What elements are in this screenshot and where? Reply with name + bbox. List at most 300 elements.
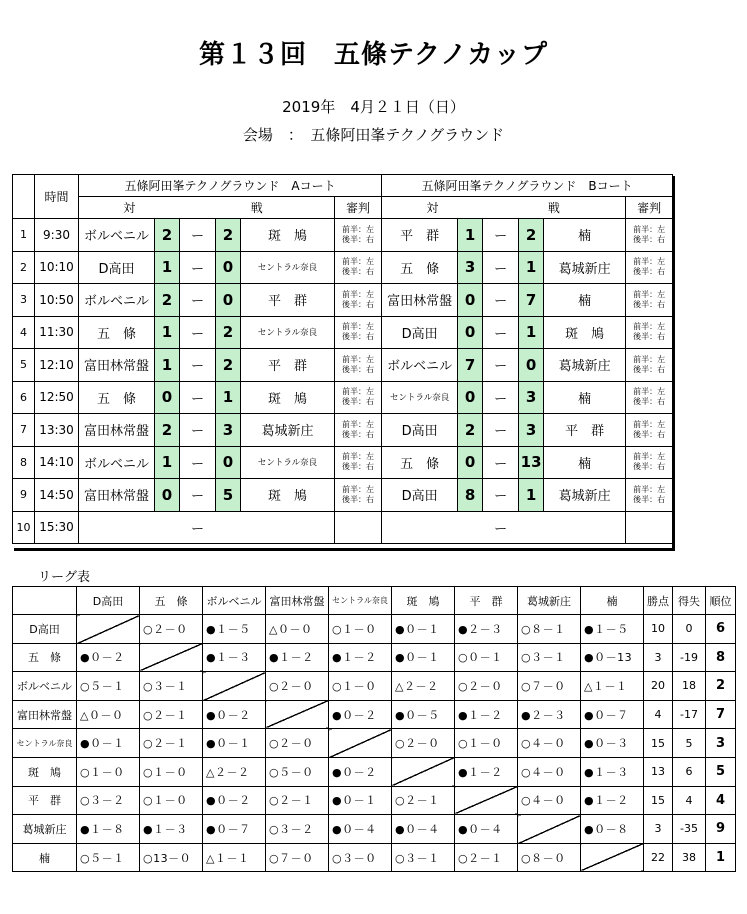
schedule-row xyxy=(13,446,673,479)
league-rank: 7 xyxy=(706,700,736,729)
score-dash: ー xyxy=(180,251,216,284)
schedule-shadow-bottom xyxy=(14,548,675,551)
referee-first-half: 前半：左 xyxy=(633,387,666,397)
home-team: D高田 xyxy=(79,251,155,284)
schedule-row xyxy=(13,414,673,447)
referee-second-half: 後半：右 xyxy=(633,494,666,504)
league-result-cell: ○２－１ xyxy=(140,700,203,729)
league-result-cell: ○３－１ xyxy=(392,843,455,872)
schedule-row xyxy=(13,284,673,317)
schedule-row xyxy=(13,316,673,349)
home-score: 0 xyxy=(458,446,483,479)
home-team: 平 群 xyxy=(382,219,458,252)
league-result-cell: ●１－５ xyxy=(581,615,644,644)
away-team: 楠 xyxy=(544,219,626,252)
schedule-row xyxy=(13,381,673,414)
referee-second-half: 後半：右 xyxy=(342,397,375,407)
league-stat-header: 順位 xyxy=(706,587,736,615)
home-team: 富田林常盤 xyxy=(382,284,458,317)
referee-cell xyxy=(335,381,382,414)
time-header: 時間 xyxy=(35,175,79,219)
home-score: 0 xyxy=(458,284,483,317)
league-result-cell: ●１－２ xyxy=(455,700,518,729)
score-dash: ー xyxy=(180,349,216,382)
home-team xyxy=(382,511,458,544)
referee-second-half: 後半：右 xyxy=(342,429,375,439)
home-team xyxy=(79,511,155,544)
score-dash: ー xyxy=(483,316,519,349)
league-goal-diff: 38 xyxy=(673,843,706,872)
match-time: 12:10 xyxy=(35,349,79,382)
league-result-cell: ●１－２ xyxy=(329,643,392,672)
league-row-team: セントラル奈良 xyxy=(13,729,77,758)
league-row-team: 葛城新庄 xyxy=(13,815,77,844)
away-team: 斑 鳩 xyxy=(241,219,335,252)
league-result-cell: ●０－１ xyxy=(77,729,140,758)
referee-first-half: 前半：左 xyxy=(633,289,666,299)
referee-second-half: 後半：右 xyxy=(633,462,666,472)
referee-second-half: 後半：右 xyxy=(342,267,375,277)
home-score: 2 xyxy=(458,414,483,447)
event-date: 2019年 4月２１日（日） xyxy=(282,98,465,116)
away-team xyxy=(544,511,626,544)
league-result-cell: ○８－１ xyxy=(518,615,581,644)
away-team: 葛城新庄 xyxy=(544,251,626,284)
referee-cell xyxy=(626,284,673,317)
home-score: 1 xyxy=(155,316,180,349)
league-row-team: 平 群 xyxy=(13,786,77,815)
match-time: 10:10 xyxy=(35,251,79,284)
score-dash: ー xyxy=(180,446,216,479)
league-row xyxy=(13,815,736,844)
league-result-cell: ●０－13 xyxy=(581,643,644,672)
match-number: 1 xyxy=(13,219,35,252)
referee-cell xyxy=(626,349,673,382)
home-score: 0 xyxy=(155,479,180,512)
referee-first-half: 前半：左 xyxy=(633,484,666,494)
referee-first-half: 前半：左 xyxy=(633,452,666,462)
league-result-cell: △２－２ xyxy=(203,757,266,786)
home-score: 1 xyxy=(155,349,180,382)
league-points: 13 xyxy=(644,757,673,786)
score-dash: ー xyxy=(483,251,519,284)
away-score: 1 xyxy=(519,251,544,284)
referee-cell xyxy=(335,219,382,252)
league-result-cell: ●０－２ xyxy=(329,757,392,786)
league-diagonal-cell xyxy=(329,729,392,758)
referee-cell xyxy=(626,381,673,414)
league-row xyxy=(13,615,736,644)
league-diagonal-cell xyxy=(140,643,203,672)
league-table xyxy=(12,586,736,872)
away-team: 葛城新庄 xyxy=(544,349,626,382)
league-goal-diff: 6 xyxy=(673,757,706,786)
away-score: 1 xyxy=(519,479,544,512)
referee-cell xyxy=(335,349,382,382)
league-corner-cell xyxy=(13,587,77,615)
away-team: 楠 xyxy=(544,284,626,317)
away-team: 楠 xyxy=(544,381,626,414)
league-result-cell: ○３－１ xyxy=(140,672,203,701)
schedule-row xyxy=(13,479,673,512)
score-dash: ー xyxy=(180,414,216,447)
away-team: 斑 鳩 xyxy=(544,316,626,349)
referee-cell xyxy=(626,446,673,479)
league-points: 15 xyxy=(644,786,673,815)
league-result-cell: ○２－１ xyxy=(392,786,455,815)
schedule-row xyxy=(13,251,673,284)
league-col-team: ボルベニル xyxy=(203,587,266,615)
league-diagonal-cell xyxy=(203,672,266,701)
away-score: 2 xyxy=(216,349,241,382)
home-team: 五 條 xyxy=(382,251,458,284)
league-result-cell: ●２－３ xyxy=(455,615,518,644)
referee-second-half: 後半：右 xyxy=(633,429,666,439)
referee-second-half: 後半：右 xyxy=(342,299,375,309)
league-result-cell: ●０－４ xyxy=(329,815,392,844)
court-a-header: 五條阿田峯テクノグラウンド Aコート xyxy=(79,175,382,197)
referee-first-half: 前半：左 xyxy=(342,387,375,397)
home-score: 0 xyxy=(458,316,483,349)
league-result-cell: ●１－２ xyxy=(455,757,518,786)
match-number: 2 xyxy=(13,251,35,284)
away-team: 平 群 xyxy=(241,349,335,382)
league-result-cell: ○４－０ xyxy=(518,786,581,815)
league-goal-diff: 5 xyxy=(673,729,706,758)
referee-first-half: 前半：左 xyxy=(633,257,666,267)
away-team xyxy=(241,511,335,544)
league-result-cell: △１－１ xyxy=(203,843,266,872)
league-result-cell: ○２－０ xyxy=(455,672,518,701)
referee-cell xyxy=(626,251,673,284)
referee-second-half: 後半：右 xyxy=(342,332,375,342)
league-rank: 8 xyxy=(706,643,736,672)
league-result-cell: ●０－２ xyxy=(203,786,266,815)
court-a-referee-header: 審判 xyxy=(335,197,382,219)
court-b-sen-header: 戦 xyxy=(483,197,626,219)
league-result-cell: ○２－０ xyxy=(392,729,455,758)
match-time: 10:50 xyxy=(35,284,79,317)
referee-first-half: 前半：左 xyxy=(633,419,666,429)
away-score: 13 xyxy=(519,446,544,479)
away-score xyxy=(216,511,241,544)
league-result-cell: ○２－０ xyxy=(140,615,203,644)
home-score: 1 xyxy=(458,219,483,252)
away-score: 0 xyxy=(519,349,544,382)
league-header-row xyxy=(13,587,736,615)
league-result-cell: ○５－１ xyxy=(77,672,140,701)
match-number: 7 xyxy=(13,414,35,447)
league-result-cell: ○７－０ xyxy=(266,843,329,872)
score-dash: ー xyxy=(483,446,519,479)
league-result-cell: ●１－５ xyxy=(203,615,266,644)
away-score: 2 xyxy=(519,219,544,252)
league-result-cell: △０－０ xyxy=(77,700,140,729)
league-result-cell: ○１－０ xyxy=(140,786,203,815)
league-points: 3 xyxy=(644,815,673,844)
away-score: 3 xyxy=(519,414,544,447)
home-team: ボルベニル xyxy=(79,284,155,317)
match-time: 9:30 xyxy=(35,219,79,252)
score-dash: ー xyxy=(180,284,216,317)
league-result-cell: ○３－０ xyxy=(329,843,392,872)
league-result-cell: ○８－０ xyxy=(518,843,581,872)
league-diagonal-cell xyxy=(266,700,329,729)
league-row xyxy=(13,729,736,758)
match-number: 4 xyxy=(13,316,35,349)
league-result-cell: ●０－８ xyxy=(581,815,644,844)
match-time: 11:30 xyxy=(35,316,79,349)
league-result-cell: ○０－１ xyxy=(455,643,518,672)
league-title: リーグ表 xyxy=(38,570,91,585)
score-dash: ー xyxy=(180,381,216,414)
league-result-cell: ●０－２ xyxy=(329,700,392,729)
league-result-cell: ○２－０ xyxy=(266,729,329,758)
league-result-cell: ●０－７ xyxy=(203,815,266,844)
away-score: 7 xyxy=(519,284,544,317)
home-team: ボルベニル xyxy=(79,219,155,252)
league-points: 22 xyxy=(644,843,673,872)
league-result-cell: ○２－１ xyxy=(266,786,329,815)
league-result-cell: △０－０ xyxy=(266,615,329,644)
away-team: セントラル奈良 xyxy=(241,446,335,479)
score-dash: ー xyxy=(180,511,216,544)
home-team: セントラル奈良 xyxy=(382,381,458,414)
league-diagonal-cell xyxy=(392,757,455,786)
score-dash: ー xyxy=(483,284,519,317)
league-diagonal-cell xyxy=(581,843,644,872)
away-team: 平 群 xyxy=(241,284,335,317)
league-result-cell: ○１－０ xyxy=(77,757,140,786)
no-header xyxy=(13,175,35,219)
referee-cell xyxy=(626,511,673,544)
referee-cell xyxy=(335,316,382,349)
home-score: 0 xyxy=(155,381,180,414)
referee-cell xyxy=(335,414,382,447)
league-points: 3 xyxy=(644,643,673,672)
league-row xyxy=(13,643,736,672)
league-col-team: 五 條 xyxy=(140,587,203,615)
league-col-team: 楠 xyxy=(581,587,644,615)
home-score: 7 xyxy=(458,349,483,382)
league-rank: 2 xyxy=(706,672,736,701)
score-dash: ー xyxy=(483,381,519,414)
league-result-cell: ●０－１ xyxy=(329,786,392,815)
league-rank: 4 xyxy=(706,786,736,815)
referee-second-half: 後半：右 xyxy=(342,364,375,374)
referee-second-half: 後半：右 xyxy=(633,234,666,244)
league-rank: 1 xyxy=(706,843,736,872)
referee-first-half: 前半：左 xyxy=(342,289,375,299)
league-result-cell: ○２－０ xyxy=(266,672,329,701)
referee-second-half: 後半：右 xyxy=(633,332,666,342)
league-result-cell: ●１－３ xyxy=(140,815,203,844)
score-dash: ー xyxy=(483,511,519,544)
referee-first-half: 前半：左 xyxy=(633,224,666,234)
league-result-cell: ●０－４ xyxy=(392,815,455,844)
league-result-cell: ○７－０ xyxy=(518,672,581,701)
referee-cell xyxy=(626,316,673,349)
league-result-cell: ○２－１ xyxy=(140,729,203,758)
league-result-cell: ●０－７ xyxy=(581,700,644,729)
away-team: セントラル奈良 xyxy=(241,316,335,349)
league-result-cell: ○４－０ xyxy=(518,757,581,786)
away-score: 2 xyxy=(216,219,241,252)
score-dash: ー xyxy=(483,349,519,382)
league-row-team: 富田林常盤 xyxy=(13,700,77,729)
match-number: 10 xyxy=(13,511,35,544)
home-team: ボルベニル xyxy=(382,349,458,382)
referee-second-half: 後半：右 xyxy=(342,494,375,504)
home-score: 2 xyxy=(155,414,180,447)
referee-cell xyxy=(335,511,382,544)
league-goal-diff: -19 xyxy=(673,643,706,672)
page-title: 第１３回 五條テクノカップ xyxy=(199,40,548,70)
league-result-cell: ●０－１ xyxy=(392,643,455,672)
league-result-cell: ○２－１ xyxy=(455,843,518,872)
away-score xyxy=(519,511,544,544)
away-score: 5 xyxy=(216,479,241,512)
league-rank: 5 xyxy=(706,757,736,786)
league-goal-diff: -35 xyxy=(673,815,706,844)
home-team: D高田 xyxy=(382,414,458,447)
referee-first-half: 前半：左 xyxy=(342,322,375,332)
referee-second-half: 後半：右 xyxy=(342,462,375,472)
league-row xyxy=(13,672,736,701)
court-a-sen-header: 戦 xyxy=(180,197,335,219)
home-team: D高田 xyxy=(382,479,458,512)
league-result-cell: ○３－２ xyxy=(77,786,140,815)
match-time: 12:50 xyxy=(35,381,79,414)
event-venue: 会場 ： 五條阿田峯テクノグラウンド xyxy=(242,126,505,144)
referee-first-half: 前半：左 xyxy=(633,322,666,332)
match-time: 14:50 xyxy=(35,479,79,512)
league-points: 4 xyxy=(644,700,673,729)
referee-first-half: 前半：左 xyxy=(342,484,375,494)
league-result-cell: ●０－３ xyxy=(581,729,644,758)
league-diagonal-cell xyxy=(77,615,140,644)
league-result-cell: ●１－８ xyxy=(77,815,140,844)
home-score xyxy=(155,511,180,544)
court-b-referee-header: 審判 xyxy=(626,197,673,219)
home-score: 2 xyxy=(155,219,180,252)
league-points: 15 xyxy=(644,729,673,758)
league-result-cell: ●２－３ xyxy=(518,700,581,729)
referee-cell xyxy=(335,446,382,479)
league-row xyxy=(13,843,736,872)
league-col-team: 斑 鳩 xyxy=(392,587,455,615)
league-goal-diff: 18 xyxy=(673,672,706,701)
away-score: 1 xyxy=(216,381,241,414)
home-team: ボルベニル xyxy=(79,446,155,479)
league-result-cell: ○１－０ xyxy=(329,672,392,701)
referee-first-half: 前半：左 xyxy=(342,452,375,462)
court-b-header: 五條阿田峯テクノグラウンド Bコート xyxy=(382,175,673,197)
league-result-cell: ●１－３ xyxy=(203,643,266,672)
schedule-shadow-right xyxy=(672,176,675,549)
home-score: 1 xyxy=(155,251,180,284)
league-stat-header: 勝点 xyxy=(644,587,673,615)
league-row-team: 斑 鳩 xyxy=(13,757,77,786)
home-team: D高田 xyxy=(382,316,458,349)
match-number: 6 xyxy=(13,381,35,414)
league-result-cell: ○４－０ xyxy=(518,729,581,758)
score-dash: ー xyxy=(483,414,519,447)
league-row xyxy=(13,700,736,729)
score-dash: ー xyxy=(180,479,216,512)
referee-cell xyxy=(335,251,382,284)
schedule-row xyxy=(13,349,673,382)
referee-first-half: 前半：左 xyxy=(342,224,375,234)
match-time: 13:30 xyxy=(35,414,79,447)
league-diagonal-cell xyxy=(455,786,518,815)
home-score: 2 xyxy=(155,284,180,317)
score-dash: ー xyxy=(483,219,519,252)
league-points: 20 xyxy=(644,672,673,701)
away-score: 1 xyxy=(519,316,544,349)
referee-second-half: 後半：右 xyxy=(633,299,666,309)
league-result-cell: ○３－１ xyxy=(518,643,581,672)
league-points: 10 xyxy=(644,615,673,644)
league-goal-diff: 4 xyxy=(673,786,706,815)
home-score xyxy=(458,511,483,544)
league-row xyxy=(13,757,736,786)
court-a-tai-header: 対 xyxy=(79,197,180,219)
referee-cell xyxy=(335,479,382,512)
referee-second-half: 後半：右 xyxy=(633,267,666,277)
referee-second-half: 後半：右 xyxy=(342,234,375,244)
away-team: 葛城新庄 xyxy=(241,414,335,447)
league-col-team: 平 群 xyxy=(455,587,518,615)
match-time: 15:30 xyxy=(35,511,79,544)
home-score: 3 xyxy=(458,251,483,284)
league-result-cell: ●０－４ xyxy=(455,815,518,844)
home-team: 五 條 xyxy=(382,446,458,479)
home-team: 五 條 xyxy=(79,381,155,414)
match-number: 9 xyxy=(13,479,35,512)
league-result-cell: ○１－０ xyxy=(455,729,518,758)
referee-first-half: 前半：左 xyxy=(342,257,375,267)
referee-cell xyxy=(626,414,673,447)
league-result-cell: ●０－１ xyxy=(392,615,455,644)
home-team: 富田林常盤 xyxy=(79,349,155,382)
court-b-tai-header: 対 xyxy=(382,197,483,219)
league-result-cell: ●０－１ xyxy=(203,729,266,758)
league-result-cell: ○13－０ xyxy=(140,843,203,872)
league-rank: 3 xyxy=(706,729,736,758)
referee-cell xyxy=(626,479,673,512)
schedule-table xyxy=(12,174,673,544)
league-col-team: D高田 xyxy=(77,587,140,615)
referee-cell xyxy=(626,219,673,252)
away-team: セントラル奈良 xyxy=(241,251,335,284)
league-result-cell: ●０－２ xyxy=(203,700,266,729)
away-score: 3 xyxy=(519,381,544,414)
schedule-row xyxy=(13,511,673,544)
away-team: 楠 xyxy=(544,446,626,479)
home-team: 富田林常盤 xyxy=(79,479,155,512)
league-row-team: D高田 xyxy=(13,615,77,644)
league-row xyxy=(13,786,736,815)
league-diagonal-cell xyxy=(518,815,581,844)
league-col-team: 富田林常盤 xyxy=(266,587,329,615)
score-dash: ー xyxy=(180,316,216,349)
league-result-cell: ○５－１ xyxy=(77,843,140,872)
away-team: 斑 鳩 xyxy=(241,479,335,512)
away-team: 斑 鳩 xyxy=(241,381,335,414)
match-number: 3 xyxy=(13,284,35,317)
home-score: 8 xyxy=(458,479,483,512)
